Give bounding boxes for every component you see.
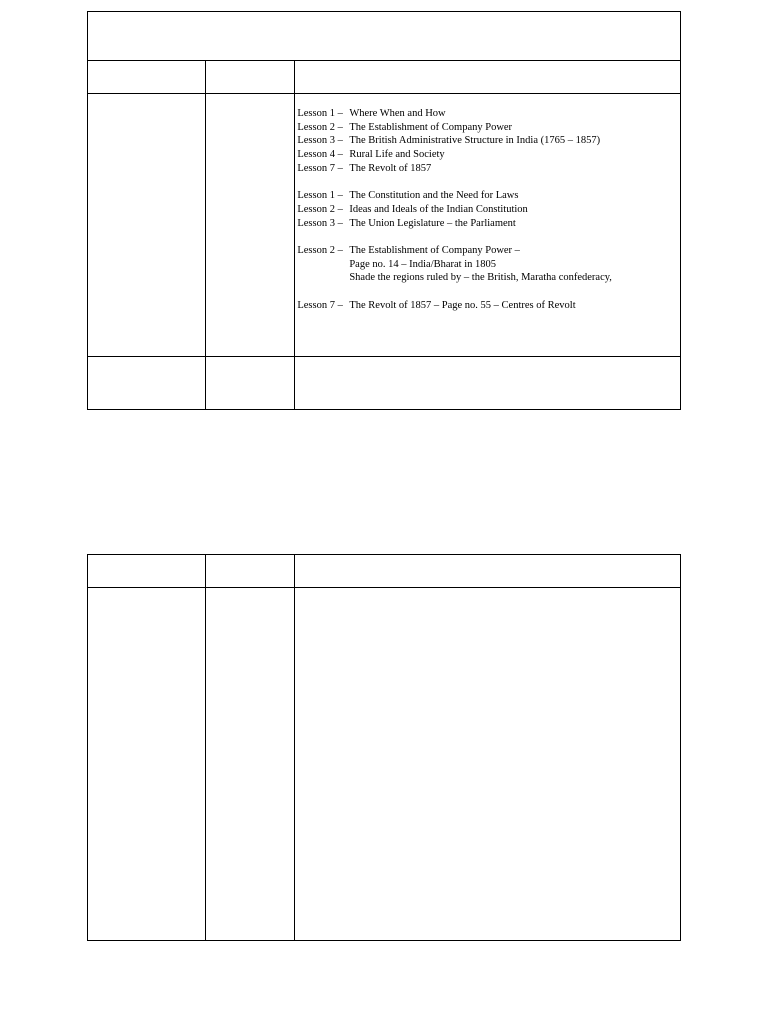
lesson-title: The Revolt of 1857 – Page no. 55 – Centres of Revolt — [349, 299, 576, 311]
table-1-content-cell-1 — [88, 94, 206, 357]
civics-lesson — [297, 189, 680, 203]
spacer — [297, 230, 680, 244]
lesson-title: The Constitution and the Need for Laws — [349, 190, 519, 202]
lesson-number: Lesson 3 – — [297, 135, 343, 147]
lesson-list — [295, 94, 680, 313]
history-lesson — [297, 107, 680, 121]
spacer — [297, 285, 680, 299]
table-1-footer-cell-2 — [206, 357, 295, 410]
lesson-number: Lesson 1 – — [297, 108, 343, 119]
lesson-number: Lesson 4 – — [297, 149, 343, 161]
table-1-footer-cell-1 — [88, 357, 206, 410]
lesson-title: Rural Life and Society — [349, 149, 445, 161]
lesson-number: Lesson 2 – — [297, 121, 343, 133]
syllabus-content-cell — [295, 94, 681, 357]
lesson-title: The Revolt of 1857 — [349, 162, 432, 174]
table-1-header-cell-3 — [295, 61, 681, 94]
lesson-number: Lesson 2 – — [297, 245, 343, 256]
lesson-number: Lesson 7 – — [297, 162, 343, 174]
civics-lesson — [297, 217, 680, 231]
spacer — [297, 176, 680, 190]
table-1-footer-cell-3 — [295, 357, 681, 410]
civics-lesson — [297, 203, 680, 217]
map-work-detail: Shade the regions ruled by – the British, Maratha confederacy, — [349, 272, 612, 284]
history-lesson — [297, 134, 680, 148]
table-2-content-cell-3 — [295, 588, 681, 941]
lesson-title: The Union Legislature – the Parliament — [349, 217, 516, 229]
history-lesson — [297, 162, 680, 176]
table-1-header-row — [88, 61, 681, 94]
lesson-number: Lesson 1 – — [297, 190, 343, 202]
table-2-header-cell-2 — [206, 555, 295, 588]
table-2-content-cell-2 — [206, 588, 295, 941]
table-2-header-row — [88, 555, 681, 588]
history-lesson — [297, 121, 680, 135]
lesson-title: Ideas and Ideals of the Indian Constitution — [349, 203, 528, 215]
table-1-content-row — [88, 94, 681, 357]
syllabus-table-2 — [87, 554, 681, 941]
history-lesson — [297, 148, 680, 162]
table-1-title-row — [88, 12, 681, 61]
lesson-title: The Establishment of Company Power – — [349, 245, 520, 256]
table-1-title-cell — [88, 12, 681, 61]
lesson-title: The British Administrative Structure in India (1765 – 1857) — [349, 135, 601, 147]
table-2-header-cell-1 — [88, 555, 206, 588]
lesson-title: The Establishment of Company Power — [349, 121, 513, 133]
table-1-content-cell-2 — [206, 94, 295, 357]
map-work-lesson — [297, 299, 680, 313]
map-work-lesson — [297, 244, 680, 258]
table-1-footer-row — [88, 357, 681, 410]
lesson-number: Lesson 7 – — [297, 299, 343, 311]
table-2-header-cell-3 — [295, 555, 681, 588]
lesson-number: Lesson 3 – — [297, 217, 343, 229]
syllabus-table-1 — [87, 11, 681, 410]
table-1-header-cell-2 — [206, 61, 295, 94]
table-2-content-cell-1 — [88, 588, 206, 941]
lesson-title: Where When and How — [349, 108, 446, 119]
lesson-number: Lesson 2 – — [297, 203, 343, 215]
table-2-content-row — [88, 588, 681, 941]
map-work-detail: Page no. 14 – India/Bharat in 1805 — [349, 258, 497, 270]
table-1-header-cell-1 — [88, 61, 206, 94]
